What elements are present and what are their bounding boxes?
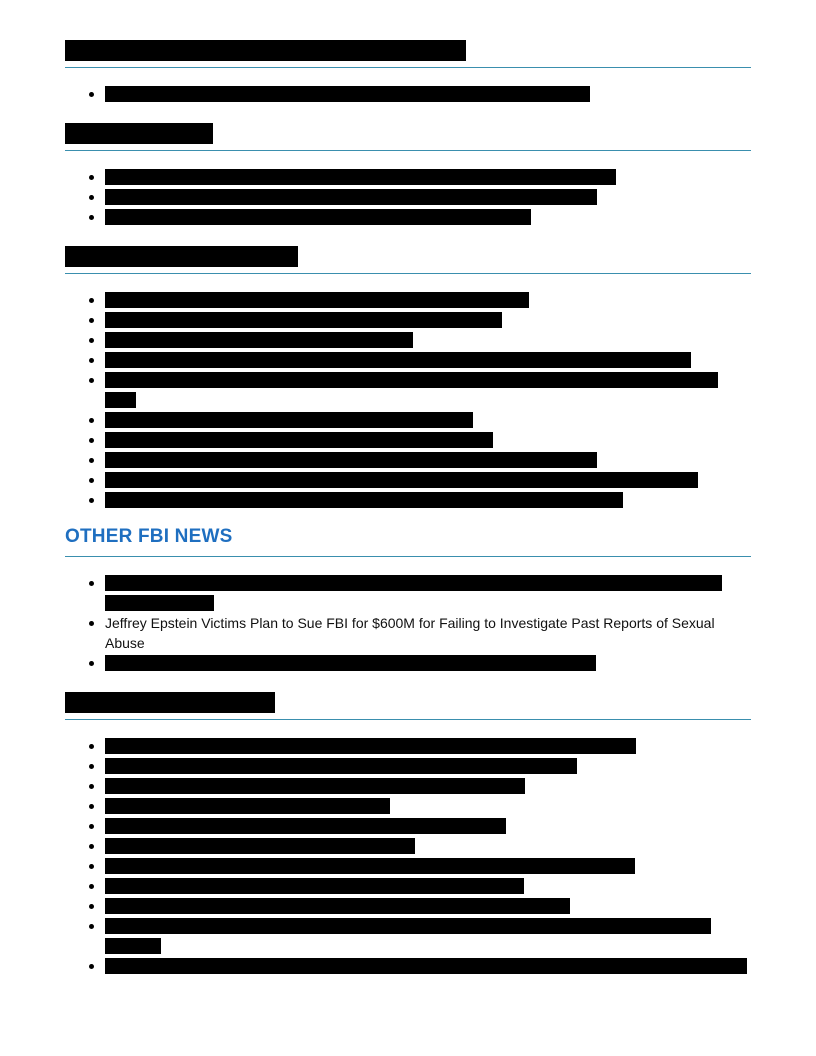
bullet-icon: [89, 318, 94, 323]
redacted-list-item: [105, 452, 597, 468]
bullet-icon: [89, 904, 94, 909]
redacted-list-item: [105, 86, 590, 102]
redacted-list-item: [105, 575, 722, 591]
section-heading: OTHER FBI NEWS: [65, 526, 233, 547]
redacted-list-item: [105, 352, 691, 368]
redacted-list-item: [105, 918, 711, 934]
bullet-icon: [89, 884, 94, 889]
redacted-heading: [65, 40, 466, 61]
redacted-list-item: [105, 412, 473, 428]
redacted-list-item: [105, 209, 531, 225]
redacted-list-item: [105, 189, 597, 205]
section-divider: [65, 273, 751, 274]
redacted-list-item-continuation: [105, 392, 136, 408]
redacted-list-item: [105, 898, 570, 914]
bullet-icon: [89, 864, 94, 869]
redacted-list-item: [105, 818, 506, 834]
bullet-icon: [89, 438, 94, 443]
redacted-list-item: [105, 758, 577, 774]
redacted-list-item: [105, 372, 718, 388]
bullet-icon: [89, 338, 94, 343]
redacted-list-item-continuation: [105, 595, 214, 611]
bullet-icon: [89, 764, 94, 769]
redacted-list-item: [105, 858, 635, 874]
redacted-list-item: [105, 738, 636, 754]
redacted-list-item: [105, 169, 616, 185]
bullet-icon: [89, 195, 94, 200]
bullet-icon: [89, 215, 94, 220]
news-item-link[interactable]: Jeffrey Epstein Victims Plan to Sue FBI for $600M for Failing to Investigate Past Reports of Sexual Abuse: [105, 615, 715, 651]
redacted-list-item: [105, 492, 623, 508]
bullet-icon: [89, 498, 94, 503]
section-divider: [65, 556, 751, 557]
bullet-icon: [89, 298, 94, 303]
bullet-icon: [89, 478, 94, 483]
redacted-list-item: [105, 655, 596, 671]
bullet-icon: [89, 175, 94, 180]
redacted-heading: [65, 246, 298, 267]
bullet-icon: [89, 621, 94, 626]
redacted-list-item: [105, 958, 747, 974]
bullet-icon: [89, 458, 94, 463]
redacted-list-item: [105, 798, 390, 814]
redacted-list-item-continuation: [105, 938, 161, 954]
redacted-list-item: [105, 472, 698, 488]
bullet-icon: [89, 358, 94, 363]
redacted-list-item: [105, 838, 415, 854]
section-divider: [65, 719, 751, 720]
bullet-icon: [89, 964, 94, 969]
redacted-list-item: [105, 778, 525, 794]
redacted-list-item: [105, 292, 529, 308]
bullet-icon: [89, 418, 94, 423]
bullet-icon: [89, 784, 94, 789]
bullet-icon: [89, 661, 94, 666]
section-divider: [65, 150, 751, 151]
redacted-list-item: [105, 332, 413, 348]
redacted-list-item: [105, 432, 493, 448]
redacted-heading: [65, 692, 275, 713]
redacted-heading: [65, 123, 213, 144]
bullet-icon: [89, 844, 94, 849]
section-divider: [65, 67, 751, 68]
bullet-icon: [89, 924, 94, 929]
bullet-icon: [89, 378, 94, 383]
bullet-icon: [89, 581, 94, 586]
bullet-icon: [89, 744, 94, 749]
redacted-list-item: [105, 312, 502, 328]
redacted-list-item: [105, 878, 524, 894]
bullet-icon: [89, 824, 94, 829]
bullet-icon: [89, 804, 94, 809]
bullet-icon: [89, 92, 94, 97]
